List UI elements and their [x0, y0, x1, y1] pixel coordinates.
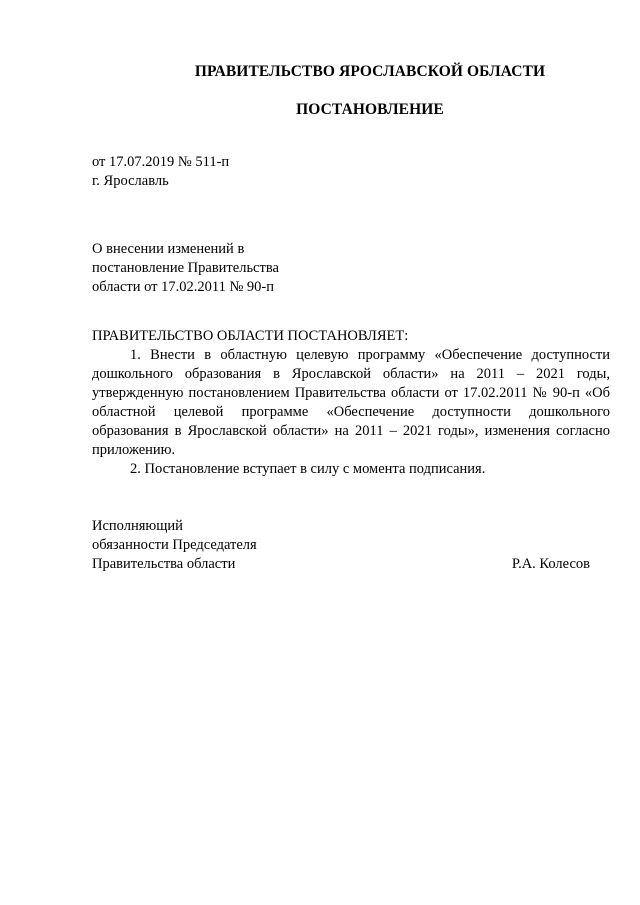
signatory-name: Р.А. Колесов: [511, 556, 590, 572]
decree-item-2: 2. Постановление вступает в силу с момента подписания.: [130, 461, 486, 477]
document-meta: [92, 153, 229, 191]
signature-row: [92, 555, 590, 574]
document-type-title: ПОСТАНОВЛЕНИЕ: [296, 101, 444, 118]
document-subject: [92, 240, 279, 297]
signatory-position-line: Исполняющий: [92, 518, 183, 534]
decree-item-1: 1. Внести в областную целевую программу «Обеспечение доступности дошкольного образования в Ярославской области» на 2011 – 2021 годы, утвержденную постановлением Правительства области от 17.02.2011 № 90-п «Об областной целевой программе «Обеспечение доступности дошкольного образования в Ярославской области» на 2011 – 2021 годы», изменения согласно приложению.: [92, 347, 610, 458]
signatory-position-line: Правительства области: [92, 556, 236, 572]
subject-line: О внесении изменений в: [92, 241, 245, 257]
decree-heading: ПРАВИТЕЛЬСТВО ОБЛАСТИ ПОСТАНОВЛЯЕТ:: [92, 328, 409, 344]
subject-line: постановление Правительства: [92, 260, 279, 276]
date-number: от 17.07.2019 № 511-п: [92, 154, 230, 170]
document-body: [92, 327, 610, 479]
subject-line: области от 17.02.2011 № 90-п: [92, 279, 275, 295]
signature-block: [92, 517, 590, 574]
signatory-position-line: обязанности Председателя: [92, 537, 257, 553]
organization-title: ПРАВИТЕЛЬСТВО ЯРОСЛАВСКОЙ ОБЛАСТИ: [194, 63, 546, 80]
city: г. Ярославль: [92, 173, 169, 189]
